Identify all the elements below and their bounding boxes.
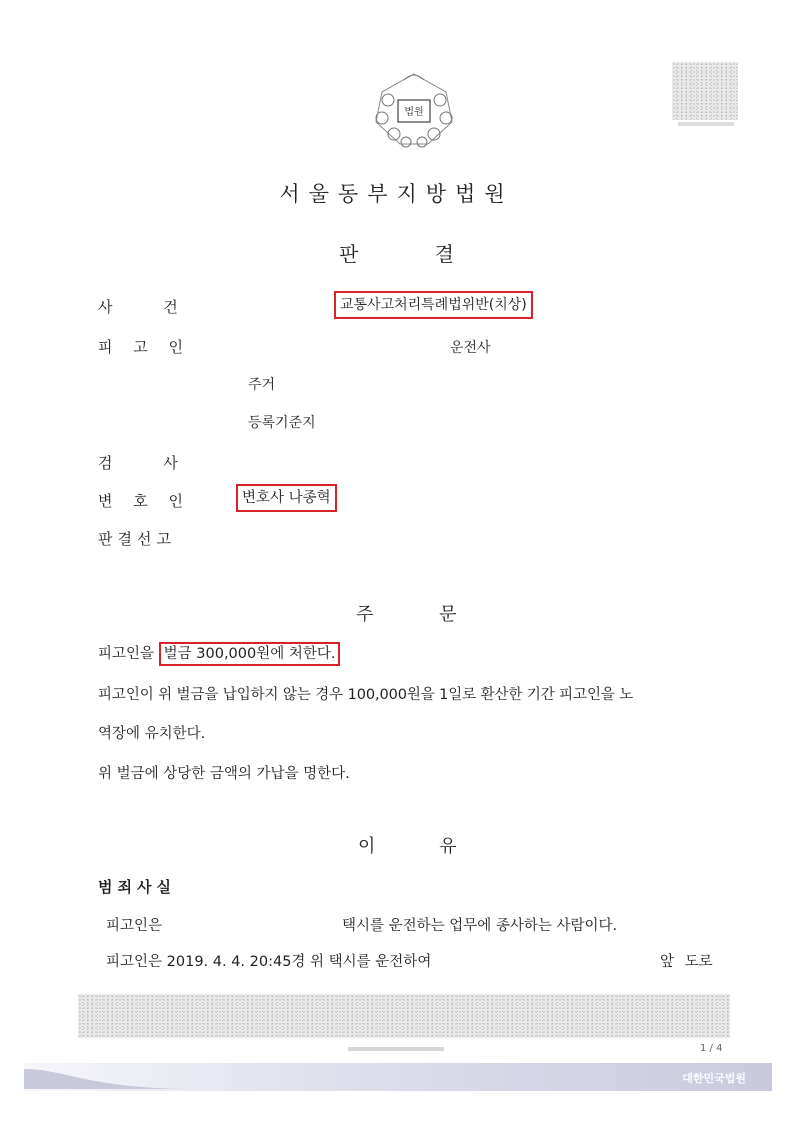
- fine-amount-highlight: 벌금 300,000원에 처한다.: [159, 642, 341, 666]
- order-line-3: 역장에 유치한다.: [98, 726, 206, 742]
- redacted-barcode-strip: [78, 994, 730, 1038]
- document-title: [0, 238, 793, 267]
- case-name-highlight: 교통사고처리특례법위반(치상): [334, 291, 533, 319]
- crime-facts-subheading: 범죄사실: [98, 878, 176, 896]
- label-counsel: 변 호 인: [98, 492, 184, 510]
- label-case: 사 건: [98, 298, 178, 316]
- order-line-4: 위 벌금에 상당한 금액의 가납을 명한다.: [98, 766, 350, 782]
- label-prosecutor: 검 사: [98, 454, 178, 472]
- page-indicator: 1 / 4: [700, 1043, 723, 1054]
- order-line-2: 피고인이 위 벌금을 납입하지 않는 경우 100,000원을 1일로 환산한 기간 피고인을 노: [98, 687, 634, 703]
- redacted-footer-caption: [348, 1047, 444, 1051]
- footer-brand: 대한민국법원: [682, 1072, 746, 1085]
- seal-text: 법원: [404, 107, 424, 118]
- defendant-address: 주거: [248, 377, 276, 393]
- reason-para-1-end: 택시를 운전하는 업무에 종사하는 사람이다.: [342, 918, 618, 934]
- reasons-heading: 이 유: [358, 836, 457, 857]
- document-title-text: 판 결: [339, 242, 454, 266]
- defendant-occupation: 운전사: [450, 340, 491, 356]
- reason-para-1-start: 피고인은: [106, 918, 163, 934]
- reason-para-2-start: 피고인은 2019. 4. 4. 20:45경 위 택시를 운전하여: [106, 954, 432, 970]
- defendant-registration: 등록기준지: [248, 415, 316, 431]
- qr-code-redacted: [672, 62, 738, 120]
- reason-para-2-end: 앞 도로: [660, 954, 713, 970]
- order-heading: 주 문: [356, 604, 457, 625]
- order-line-1-prefix: 피고인을: [98, 646, 159, 662]
- order-line-1: [98, 642, 340, 664]
- court-name: 서울동부지방법원: [279, 182, 514, 206]
- footer-band: [24, 1063, 772, 1091]
- court-emblem-seal: [366, 70, 462, 150]
- qr-caption-redacted: [678, 122, 734, 126]
- label-defendant: 피 고 인: [98, 338, 184, 356]
- counsel-name-highlight: 변호사 나종혁: [236, 484, 337, 512]
- label-judgment-date: 판결선고: [98, 530, 176, 548]
- footer-wave-icon: [24, 1063, 184, 1091]
